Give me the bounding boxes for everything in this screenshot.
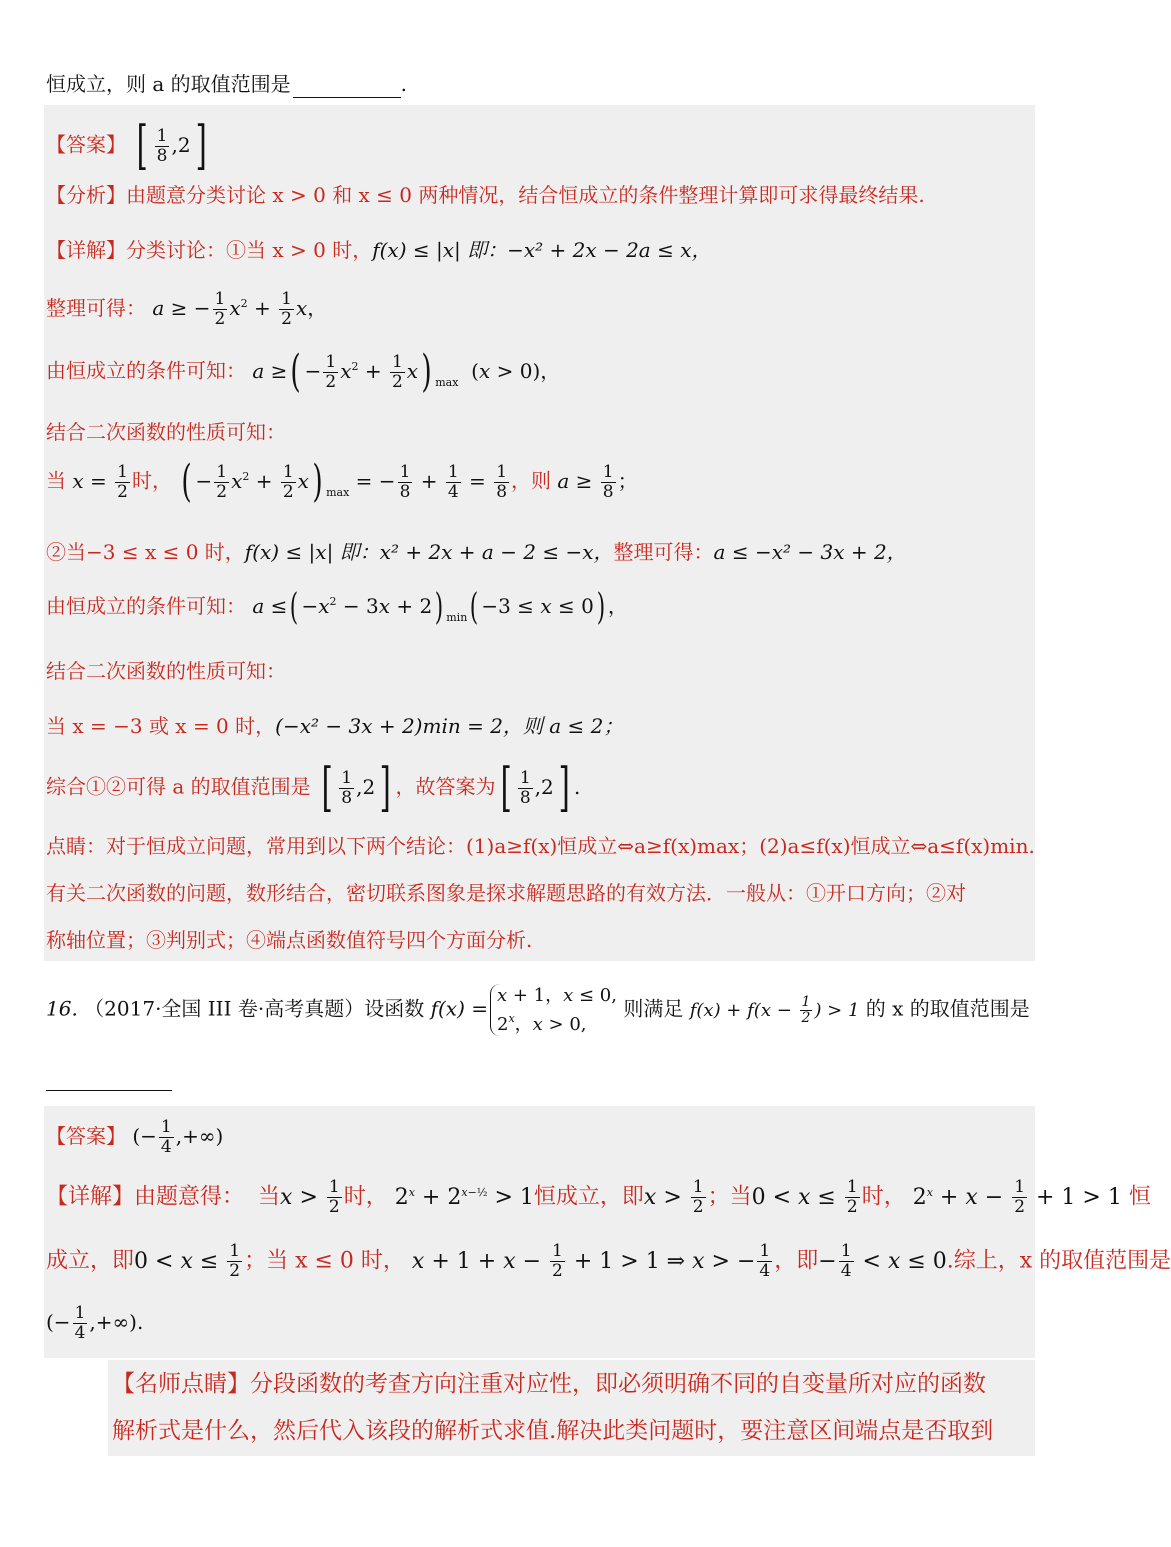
detail-16-line-3: (− $\frac{1}{4}$ ,+∞).: [46, 1303, 144, 1343]
tip-line-2: 有关二次函数的问题，数形结合，密切联系图象是探求解题思路的有效方法．一般从：①开口方向；②对: [46, 881, 966, 905]
detail-line-3: 由恒成立的条件可知： a ≥( − $\frac{1}{2}$ $x^2$ + $\frac{1}{2}$ x) $_{max}$ (x > 0)，: [46, 346, 561, 397]
detail-math-1: f(x) ≤ |x| 即：−x² + 2x − 2a ≤ x，: [372, 238, 712, 262]
detail-line-9: 当 x = −3 或 x = 0 时，(−x² − 3x + 2)min = 2，则 a ≤ 2；: [46, 714, 624, 738]
analysis-line: 【分析】由题意分类讨论 x > 0 和 x ≤ 0 两种情况，结合恒成立的条件整理计算即可求得最终结果.: [46, 183, 925, 207]
detail-line-8: 结合二次函数的性质可知：: [46, 659, 286, 683]
answer-value: [ $\frac{1}{8}$ ,2]: [136, 116, 207, 176]
question-tail-text: 恒成立，则 a 的取值范围是: [46, 72, 291, 96]
min-value: (−x² − 3x + 2)min = 2，则 a ≤ 2；: [275, 714, 624, 738]
detail-16-line-1: 【详解】由题意得： 当x > $\frac{1}{2}$ 时， $2^x + 2^{x-\frac{1}{2}} > 1$恒成立，即x > $\frac{1}{2}$ ；当0 < x ≤ $\frac{1}{2}$ 时， $2^x + x$ − $\frac{1}{2}$ + 1 > 1 恒: [46, 1177, 1151, 1217]
piecewise-function: x + 1，x ≤ 0, 2$^x$，x > 0,: [490, 984, 617, 1036]
detail-line-7: 由恒成立的条件可知： a ≤( $-x^2 - 3x + 2$) $_{min}$( −3 ≤ x ≤ 0) ，: [46, 586, 628, 628]
max-condition: a ≥( − $\frac{1}{2}$ $x^2$ + $\frac{1}{2}$ x) $_{max}$ (x > 0)，: [252, 346, 561, 397]
tip-line-3: 称轴位置；③判别式；④端点函数值符号四个方面分析.: [46, 928, 533, 952]
answer-line-15: [46, 116, 211, 176]
teacher-tip-line-2: 解析式是什么，然后代入该段的解析式求值.解决此类问题时，要注意区间端点是否取到: [112, 1418, 994, 1444]
analysis-text: 由题意分类讨论 x > 0 和 x ≤ 0 两种情况，结合恒成立的条件整理计算即可求得最终结果.: [126, 183, 925, 207]
inequality-a: a ≥ − $\frac{1}{2}$ $x^2$ + $\frac{1}{2}$ x，: [152, 289, 328, 329]
answer-blank: [293, 77, 401, 98]
min-condition: a ≤( $-x^2 - 3x + 2$) $_{min}$( −3 ≤ x ≤ 0) ，: [252, 586, 628, 628]
detail-line-6: ②当−3 ≤ x ≤ 0 时，f(x) ≤ |x| 即：x² + 2x + a − 2 ≤ −x，整理可得：a ≤ −x² − 3x + 2，: [46, 540, 907, 564]
teacher-tip-line-1: 【名师点睛】分段函数的考查方向注重对应性，即必须明确不同的自变量所对应的函数: [112, 1371, 986, 1397]
detail-line-10: 综合①②可得 a 的取值范围是 [ $\frac{1}{8}$ ,2] ，故答案为[ $\frac{1}{8}$ ,2] .: [46, 758, 581, 818]
detail-line-4: 结合二次函数的性质可知：: [46, 420, 286, 444]
detail-16-line-2: 成立，即0 < x ≤ $\frac{1}{2}$ ；当 x ≤ 0 时， x + 1 + x − $\frac{1}{2}$ + 1 > 1 ⇒ x > − $\frac{1}{4}$ ，即− $\frac{1}{4}$ < x ≤ 0.综上，x 的取值范围是: [46, 1241, 1171, 1281]
detail-line-2: 整理可得： a ≥ − $\frac{1}{2}$ $x^2$ + $\frac{1}{2}$ x，: [46, 289, 328, 329]
answer-label: 【答案】: [46, 132, 126, 157]
detail-line-1: 【详解】分类讨论：①当 x > 0 时，f(x) ≤ |x| 即：−x² + 2x − 2a ≤ x，: [46, 238, 712, 262]
max-value: ( − $\frac{1}{2}$ $x^2$ + $\frac{1}{2}$ x) $_{max}$ = − $\frac{1}{8}$ + $\frac{1}{4}$ = $\frac{1}{8}$: [181, 456, 508, 507]
answer-blank-16: [46, 1090, 172, 1091]
question-16: 16. （2017·全国 III 卷·高考真题）设函数 f(x) = x + 1，x ≤ 0, 2$^x$，x > 0, 则满足 f(x) + f(x − $\frac{1}{2}$ ) > 1 的 x 的取值范围是: [46, 985, 1030, 1035]
tip-line-1: 点睛：对于恒成立问题，常用到以下两个结论：(1)a≥f(x)恒成立⇔a≥f(x)max；(2)a≤f(x)恒成立⇔a≤f(x)min.: [46, 834, 1035, 858]
question-tail: 恒成立，则 a 的取值范围是 .: [46, 72, 407, 96]
answer-value-16: (− $\frac{1}{4}$ ,+∞): [132, 1117, 224, 1157]
detail-line-5: 当 x = $\frac{1}{2}$ 时， ( − $\frac{1}{2}$ $x^2$ + $\frac{1}{2}$ x) $_{max}$ = − $\frac{1}{8}$ + $\frac{1}{4}$ = $\frac{1}{8}$ ，则 a ≥ $\frac{1}{8}$ ；: [46, 456, 638, 507]
question-source: （2017·全国 III 卷·高考真题）: [84, 996, 365, 1021]
answer-line-16: 【答案】 (− $\frac{1}{4}$ ,+∞): [46, 1117, 224, 1157]
